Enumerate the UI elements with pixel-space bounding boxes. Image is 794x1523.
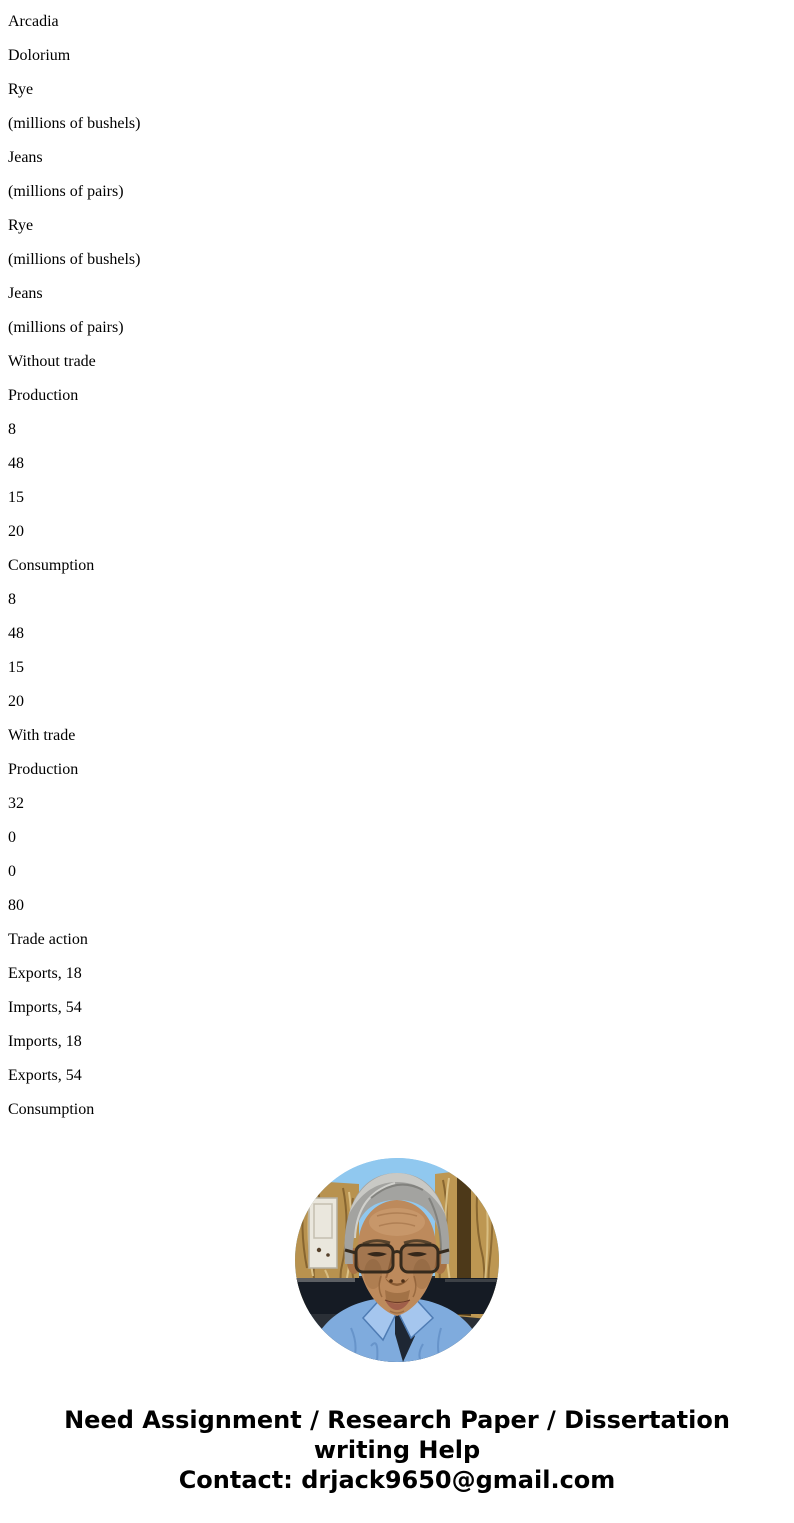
text-line: Production bbox=[8, 387, 79, 404]
footer-contact-email: Contact: drjack9650@gmail.com bbox=[178, 1466, 616, 1494]
text-line: (millions of pairs) bbox=[8, 183, 124, 200]
text-line: Jeans bbox=[8, 285, 43, 302]
text-line: (millions of pairs) bbox=[8, 319, 124, 336]
text-line: 8 bbox=[8, 421, 16, 438]
text-line: 20 bbox=[8, 693, 24, 710]
text-line: 15 bbox=[8, 659, 24, 676]
text-line: Trade action bbox=[8, 931, 88, 948]
text-line: (millions of bushels) bbox=[8, 251, 141, 268]
text-line: With trade bbox=[8, 727, 76, 744]
text-line: 15 bbox=[8, 489, 24, 506]
text-line: Jeans bbox=[8, 149, 43, 166]
text-line: 32 bbox=[8, 795, 24, 812]
text-line: Production bbox=[8, 761, 79, 778]
text-line: Imports, 18 bbox=[8, 1033, 82, 1050]
text-line: 20 bbox=[8, 523, 24, 540]
text-line: 0 bbox=[8, 863, 16, 880]
text-line: Without trade bbox=[8, 353, 96, 370]
text-line: 0 bbox=[8, 829, 16, 846]
text-line: Consumption bbox=[8, 1101, 95, 1118]
text-line: 8 bbox=[8, 591, 16, 608]
profile-photo bbox=[295, 1158, 499, 1362]
text-line: 80 bbox=[8, 897, 24, 914]
text-line: Exports, 18 bbox=[8, 965, 82, 982]
text-line: Consumption bbox=[8, 557, 95, 574]
text-line: (millions of bushels) bbox=[8, 115, 141, 132]
text-line: Arcadia bbox=[8, 13, 59, 30]
text-line: Imports, 54 bbox=[8, 999, 82, 1016]
portrait-illustration bbox=[295, 1158, 499, 1362]
text-line: 48 bbox=[8, 455, 24, 472]
footer-line-2: writing Help bbox=[313, 1436, 481, 1464]
text-line: Exports, 54 bbox=[8, 1067, 82, 1084]
footer-banner bbox=[0, 1405, 794, 1495]
footer-line-1: Need Assignment / Research Paper / Dissertation bbox=[64, 1406, 730, 1434]
text-line: Rye bbox=[8, 81, 34, 98]
text-line: Dolorium bbox=[8, 47, 71, 64]
text-line: Rye bbox=[8, 217, 34, 234]
text-line: 48 bbox=[8, 625, 24, 642]
